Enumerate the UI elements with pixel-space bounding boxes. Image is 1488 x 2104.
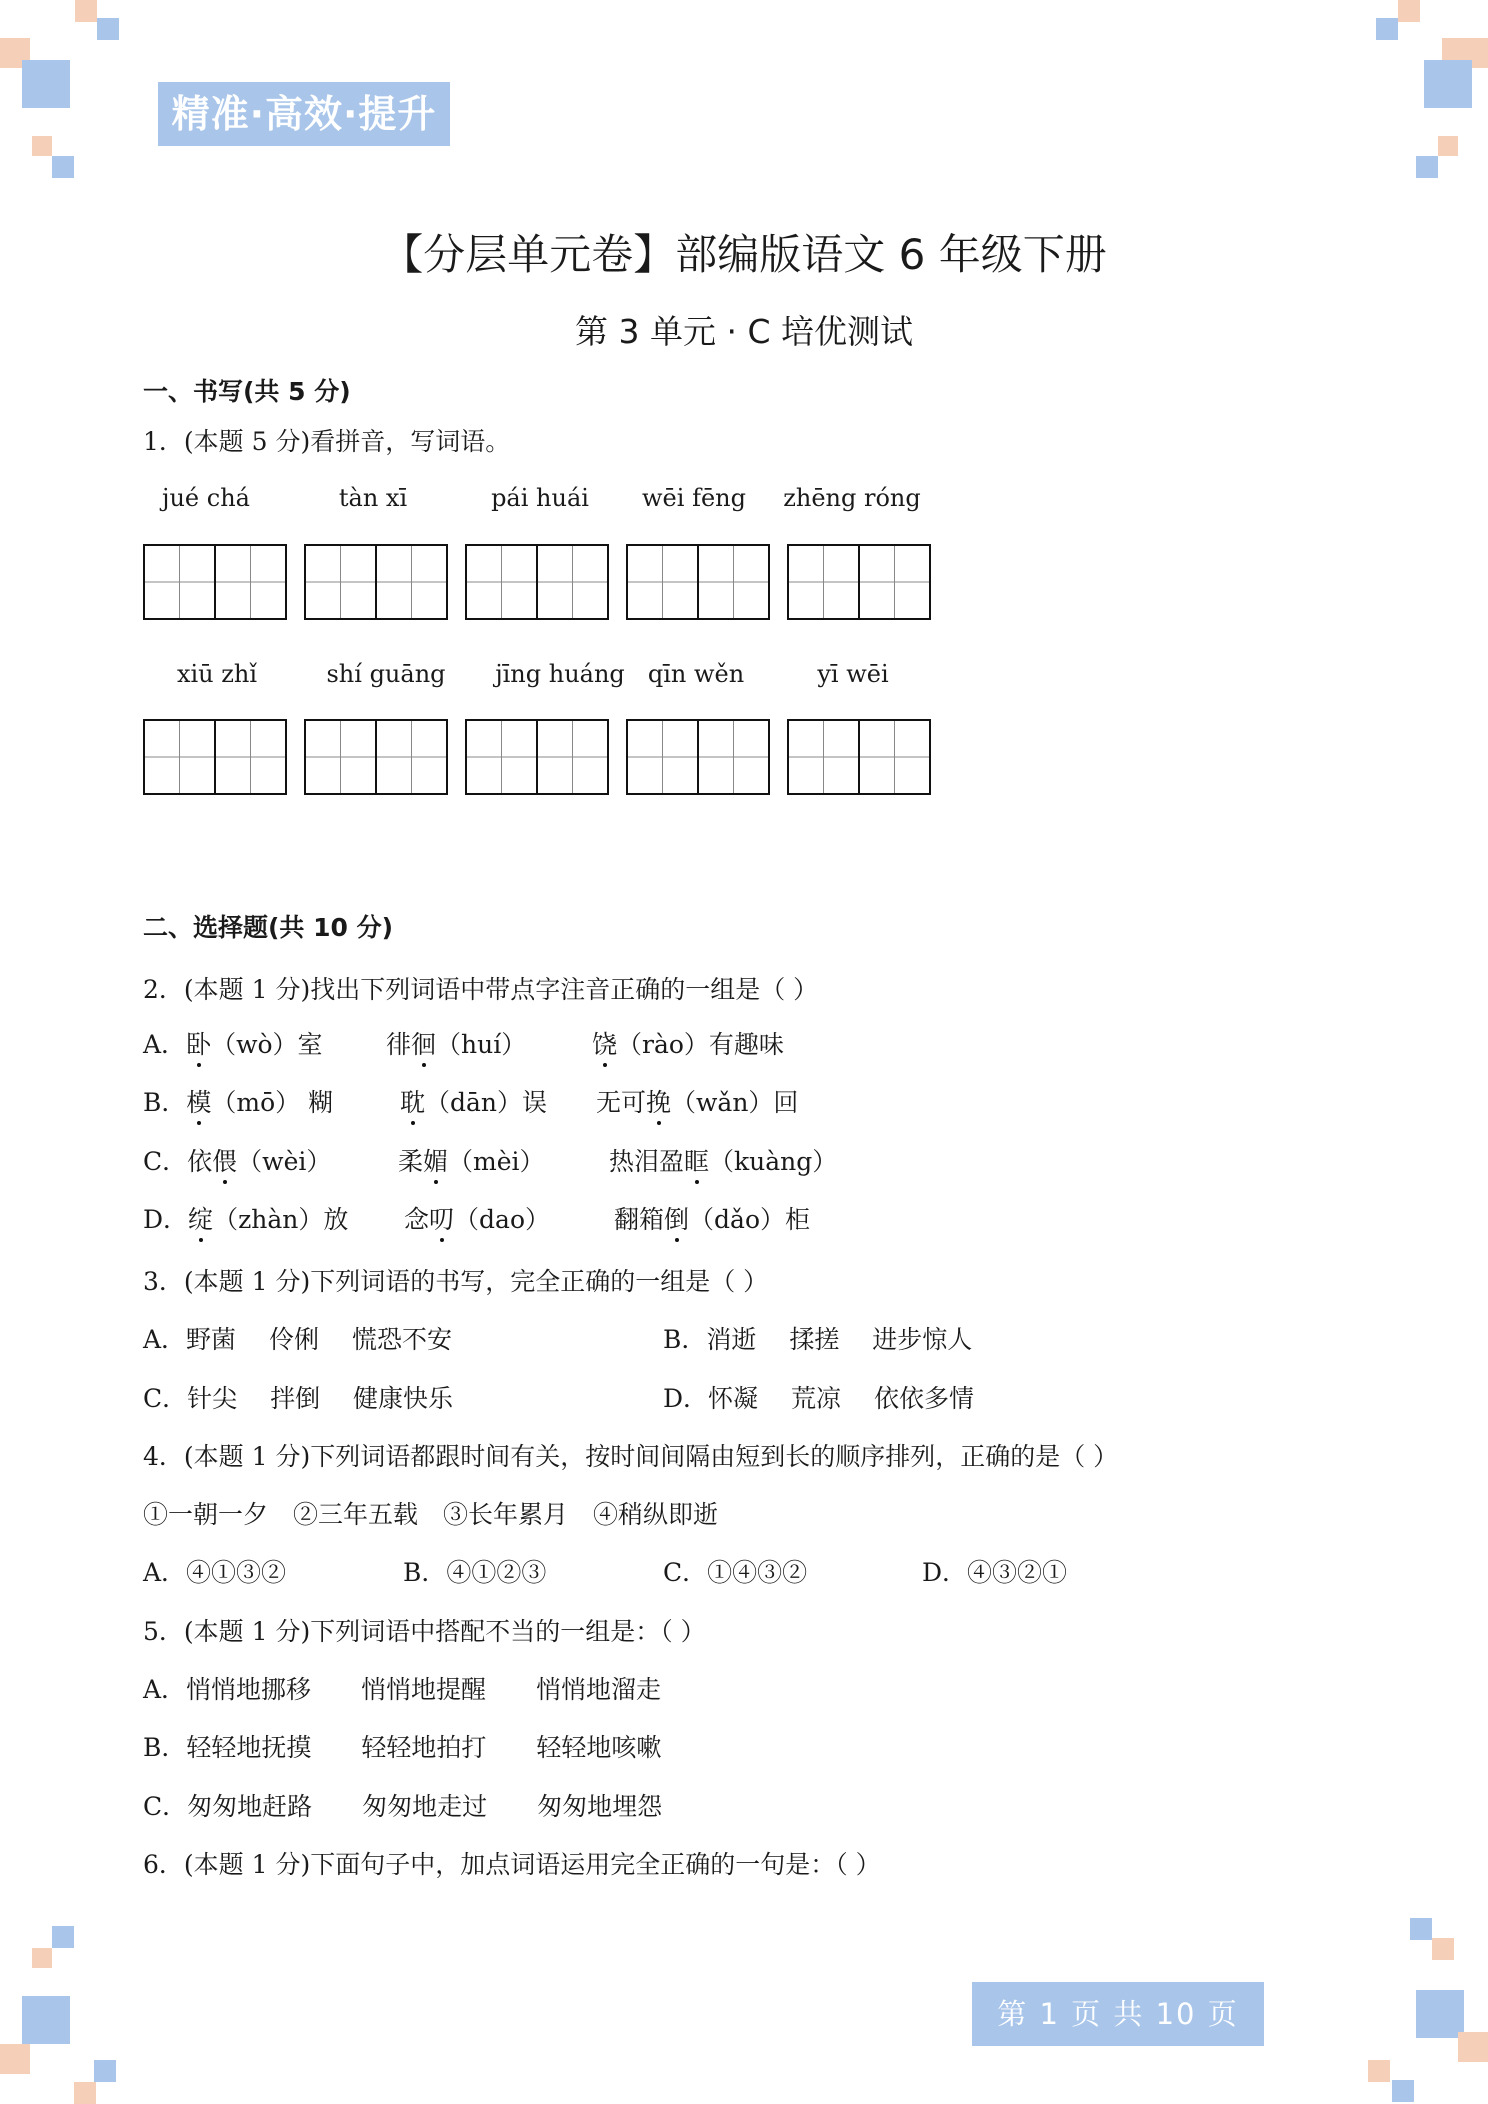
option-2d-word-3: 翻箱倒（dǎo）柜	[614, 1200, 810, 1236]
option-2b[interactable]: B．模（mō） 糊	[143, 1083, 333, 1119]
option-3a[interactable]: A．野菌 伶俐 慌恐不安	[143, 1325, 452, 1354]
dotted-char: 耽	[400, 1083, 425, 1119]
dotted-char: 绽	[188, 1200, 213, 1236]
option-5a[interactable]: A．悄悄地挪移 悄悄地提醒 悄悄地溜走	[143, 1675, 662, 1704]
option-3b[interactable]: B．消逝 揉搓 进步惊人	[663, 1325, 973, 1354]
writing-grid[interactable]	[465, 544, 609, 620]
option-4d[interactable]: D．④③②①	[922, 1558, 1068, 1587]
option-2a-word-3: 饶（rào）有趣味	[592, 1025, 784, 1061]
dotted-char: 偎	[212, 1142, 237, 1178]
option-2c-word-2: 柔媚（mèi）	[398, 1142, 545, 1178]
option-2d[interactable]: D．绽（zhàn）放	[143, 1200, 348, 1236]
option-2c[interactable]: C．依偎（wèi）	[143, 1142, 331, 1178]
dotted-char: 眶	[684, 1142, 709, 1178]
writing-grid[interactable]	[304, 544, 448, 620]
option-5c[interactable]: C．匆匆地赶路 匆匆地走过 匆匆地埋怨	[143, 1792, 663, 1821]
option-2b-word-3: 无可挽（wǎn）回	[596, 1083, 798, 1119]
writing-grid[interactable]	[626, 719, 770, 795]
brand-banner: 精准·高效·提升	[158, 82, 450, 146]
writing-grid[interactable]	[787, 719, 931, 795]
dotted-char: 模	[186, 1083, 211, 1119]
option-4c[interactable]: C．①④③②	[663, 1558, 808, 1587]
page-subtitle: 第 3 单元 · C 培优测试	[575, 312, 913, 351]
writing-grid[interactable]	[626, 544, 770, 620]
pinyin-label: wēi fēng	[642, 484, 746, 512]
option-2d-word-2: 念叨（dao）	[404, 1200, 550, 1236]
pinyin-label: shí guāng	[326, 660, 446, 688]
question-5-stem: 5．(本题 1 分)下列词语中搭配不当的一组是：（ ）	[143, 1617, 706, 1646]
pinyin-label: qīn wěn	[647, 660, 745, 688]
option-3c[interactable]: C．针尖 拌倒 健康快乐	[143, 1384, 454, 1413]
pinyin-label: tàn xī	[338, 484, 408, 512]
writing-grid[interactable]	[143, 719, 287, 795]
option-2a[interactable]: A．卧（wò）室	[143, 1025, 323, 1061]
dotted-char: 叨	[429, 1200, 454, 1236]
dotted-char: 徊	[411, 1025, 436, 1061]
dotted-char: 卧	[186, 1025, 211, 1061]
pinyin-label: xiū zhǐ	[176, 660, 258, 688]
page-indicator: 第 1 页 共 10 页	[972, 1982, 1264, 2046]
option-5b[interactable]: B．轻轻地抚摸 轻轻地拍打 轻轻地咳嗽	[143, 1733, 662, 1762]
pinyin-label: zhēng róng	[783, 484, 921, 512]
dotted-char: 倒	[664, 1200, 689, 1236]
option-2a-word-2: 徘徊（huí）	[386, 1025, 526, 1061]
question-4-stem: 4．(本题 1 分)下列词语都跟时间有关，按时间间隔由短到长的顺序排列，正确的是（ ）	[143, 1442, 1119, 1471]
question-1-stem: 1．(本题 5 分)看拼音，写词语。	[143, 427, 511, 456]
dotted-char: 挽	[646, 1083, 671, 1119]
pinyin-label: jué chá	[162, 484, 250, 512]
question-6-stem: 6．(本题 1 分)下面句子中，加点词语运用完全正确的一句是：（ ）	[143, 1850, 881, 1879]
dotted-char: 饶	[592, 1025, 617, 1061]
writing-grid[interactable]	[304, 719, 448, 795]
pinyin-label: yī wēi	[817, 660, 889, 688]
question-4-items: ①一朝一夕 ②三年五载 ③长年累月 ④稍纵即逝	[143, 1500, 719, 1529]
pinyin-label: pái huái	[491, 484, 589, 512]
section-heading-writing: 一、书写(共 5 分)	[143, 377, 351, 406]
option-3d[interactable]: D．怀凝 荒凉 依依多情	[663, 1384, 974, 1413]
question-3-stem: 3．(本题 1 分)下列词语的书写，完全正确的一组是（ ）	[143, 1267, 769, 1296]
page-title: 【分层单元卷】部编版语文 6 年级下册	[381, 230, 1107, 279]
option-2b-word-2: 耽（dān）误	[400, 1083, 547, 1119]
writing-grid[interactable]	[787, 544, 931, 620]
option-4b[interactable]: B．④①②③	[403, 1558, 547, 1587]
dotted-char: 媚	[423, 1142, 448, 1178]
pinyin-label: jīng huáng	[495, 660, 625, 688]
section-heading-choice: 二、选择题(共 10 分)	[143, 913, 394, 942]
writing-grid[interactable]	[465, 719, 609, 795]
question-2-stem: 2．(本题 1 分)找出下列词语中带点字注音正确的一组是（ ）	[143, 975, 819, 1004]
writing-grid[interactable]	[143, 544, 287, 620]
option-4a[interactable]: A．④①③②	[143, 1558, 287, 1587]
option-2c-word-3: 热泪盈眶（kuàng）	[609, 1142, 837, 1178]
